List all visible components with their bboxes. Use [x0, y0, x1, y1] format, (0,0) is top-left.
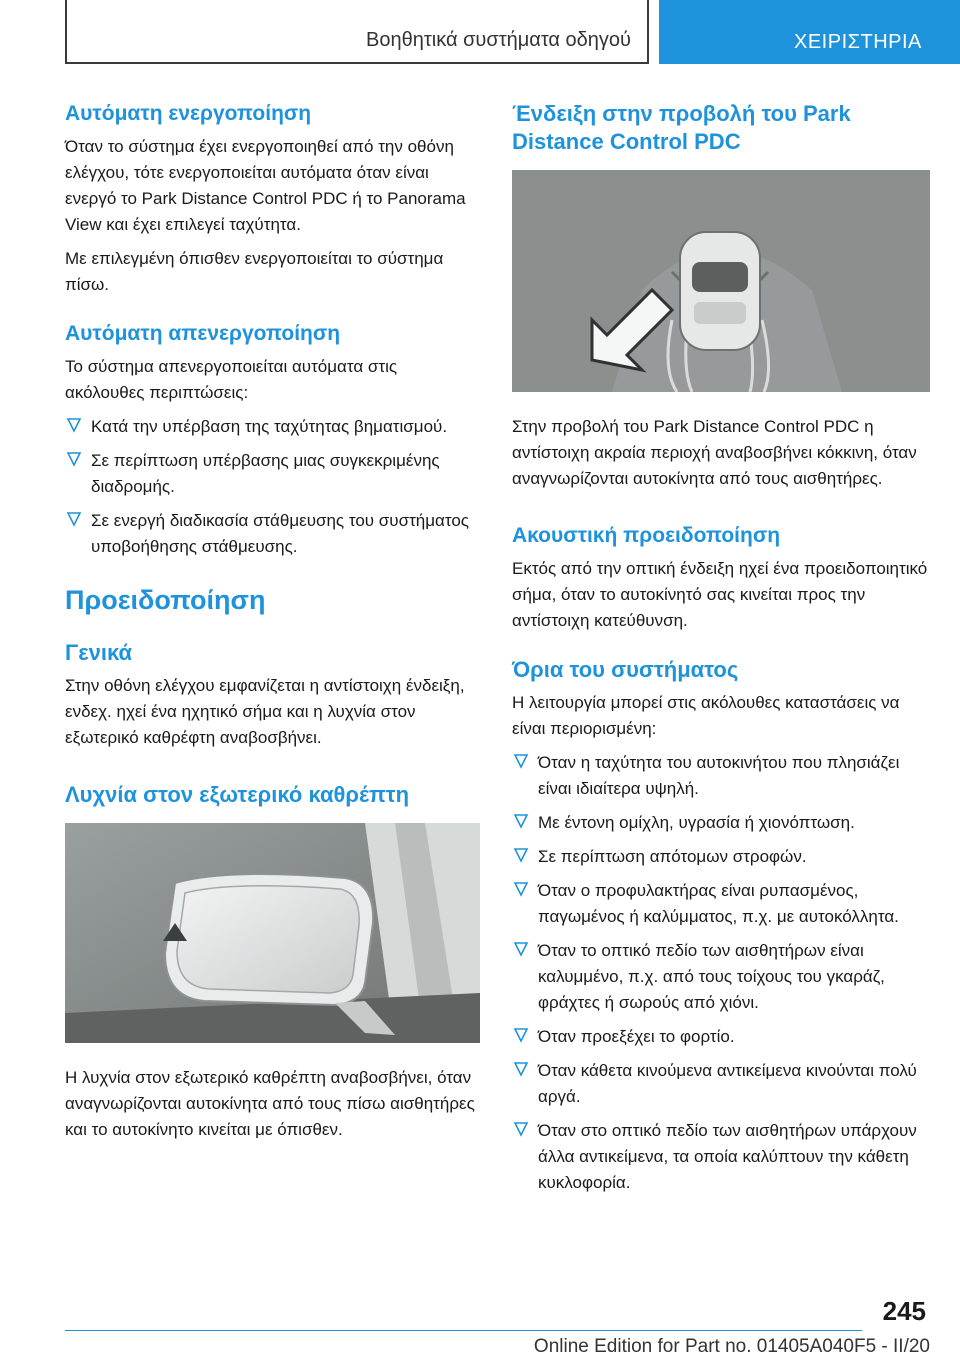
- paragraph: Εκτός από την οπτική ένδειξη ηχεί ένα προειδοποιητικό σήμα, όταν το αυτοκίνητό σας κινείται προς την αντίστοιχη κατεύθυνση.: [512, 559, 928, 630]
- pdc-display-illustration: [512, 170, 930, 392]
- triangle-bullet-icon: [513, 752, 529, 772]
- heading-acoustic: Ακουστική προειδοποίηση: [512, 524, 781, 547]
- header-section-box: [65, 0, 649, 64]
- footer-edition: Online Edition for Part no. 01405A040F5 - II/20: [533, 1336, 930, 1357]
- paragraph: Όταν το σύστημα έχει ενεργοποιηθεί από την οθόνη ελέγχου, τότε ενεργοποιείται αυτόματα όταν είναι ενεργό το Park Distance Control PDC ή το Panorama View και έχει επιλεγεί ταχύτητα.: [65, 137, 466, 234]
- footer-divider: [65, 1330, 862, 1331]
- header-chapter-tab: [659, 0, 960, 64]
- triangle-bullet-icon: [513, 812, 529, 832]
- mirror-figure: [65, 823, 480, 1043]
- heading-warning: Προειδοποίηση: [65, 585, 266, 615]
- pdc-caption: Στην προβολή του Park Distance Control PDC η αντίστοιχη ακραία περιοχή αναβοσβήνει κόκκινη, όταν αναγνωρίζονται αυτοκίνητα από τους αισθητήρες.: [512, 417, 917, 488]
- list-item: Όταν ο προφυλακτήρας είναι ρυπασμένος, παγωμένος ή καλύμματος, π.χ. με αυτοκόλλητα.: [512, 878, 930, 930]
- paragraph: Στην οθόνη ελέγχου εμφανίζεται η αντίστοιχη ένδειξη, ενδεχ. ηχεί ένα ηχητικό σήμα και η λυχνία στον εξωτερικό καθρέφτη αναβοσβήνει.: [65, 676, 465, 747]
- triangle-bullet-icon: [66, 450, 82, 470]
- list-item: Σε περίπτωση υπέρβασης μιας συγκεκριμένης διαδρομής.: [65, 448, 480, 500]
- list-item: Με έντονη ομίχλη, υγρασία ή χιονόπτωση.: [512, 810, 930, 836]
- mirror-caption: Η λυχνία στον εξωτερικό καθρέπτη αναβοσβήνει, όταν αναγνωρίζονται αυτοκίνητα από τους πίσω αισθητήρες και το αυτοκίνητο κινείται με όπισθεν.: [65, 1068, 475, 1139]
- triangle-bullet-icon: [513, 1026, 529, 1046]
- pdc-figure: [512, 170, 930, 392]
- heading-general: Γενικά: [65, 640, 133, 665]
- list-item: Σε περίπτωση απότομων στροφών.: [512, 844, 930, 870]
- bullet-list: [512, 750, 930, 1196]
- triangle-bullet-icon: [513, 846, 529, 866]
- triangle-bullet-icon: [66, 416, 82, 436]
- heading-pdc-display: Ένδειξη στην προβολή του Park Distance Control PDC: [512, 101, 851, 154]
- page-number: 245: [882, 1296, 926, 1326]
- header-section-title: Βοηθητικά συστήματα οδηγού: [366, 29, 631, 51]
- heading-mirror-lamp: Λυχνία στον εξωτερικό καθρέπτη: [65, 782, 410, 807]
- triangle-bullet-icon: [513, 940, 529, 960]
- side-mirror-illustration: [65, 823, 480, 1043]
- list-item: Σε ενεργή διαδικασία στάθμευσης του συστήματος υποβοήθησης στάθμευσης.: [65, 508, 480, 560]
- list-item: Όταν η ταχύτητα του αυτοκινήτου που πλησιάζει είναι ιδιαίτερα υψηλή.: [512, 750, 930, 802]
- right-column: [512, 100, 930, 1206]
- paragraph: Η λειτουργία μπορεί στις ακόλουθες καταστάσεις να είναι περιορισμένη:: [512, 693, 900, 738]
- triangle-bullet-icon: [513, 880, 529, 900]
- list-item: Όταν προεξέχει το φορτίο.: [512, 1024, 930, 1050]
- triangle-bullet-icon: [513, 1060, 529, 1080]
- paragraph: Το σύστημα απενεργοποιείται αυτόματα στις ακόλουθες περιπτώσεις:: [65, 357, 398, 402]
- triangle-bullet-icon: [66, 510, 82, 530]
- header-chapter-title: ΧΕΙΡΙΣΤΗΡΙΑ: [794, 31, 922, 53]
- heading-auto-off: Αυτόματη απενεργοποίηση: [65, 322, 341, 345]
- bullet-list: [65, 414, 480, 560]
- left-column: [65, 100, 480, 1151]
- list-item: Όταν στο οπτικό πεδίο των αισθητήρων υπάρχουν άλλα αντικείμενα, τα οποία καλύπτουν την κάθετη κυκλοφορία.: [512, 1118, 930, 1196]
- heading-auto-on: Αυτόματη ενεργοποίηση: [65, 102, 312, 125]
- paragraph: Με επιλεγμένη όπισθεν ενεργοποιείται το σύστημα πίσω.: [65, 249, 444, 294]
- list-item: Όταν κάθετα κινούμενα αντικείμενα κινούνται πολύ αργά.: [512, 1058, 930, 1110]
- triangle-bullet-icon: [513, 1120, 529, 1140]
- list-item: Κατά την υπέρβαση της ταχύτητας βηματισμού.: [65, 414, 480, 440]
- list-item: Όταν το οπτικό πεδίο των αισθητήρων είναι καλυμμένο, π.χ. από τους τοίχους του γκαράζ, φράχτες ή σωρούς από χιόνι.: [512, 938, 930, 1016]
- heading-system-limits: Όρια του συστήματος: [512, 657, 739, 682]
